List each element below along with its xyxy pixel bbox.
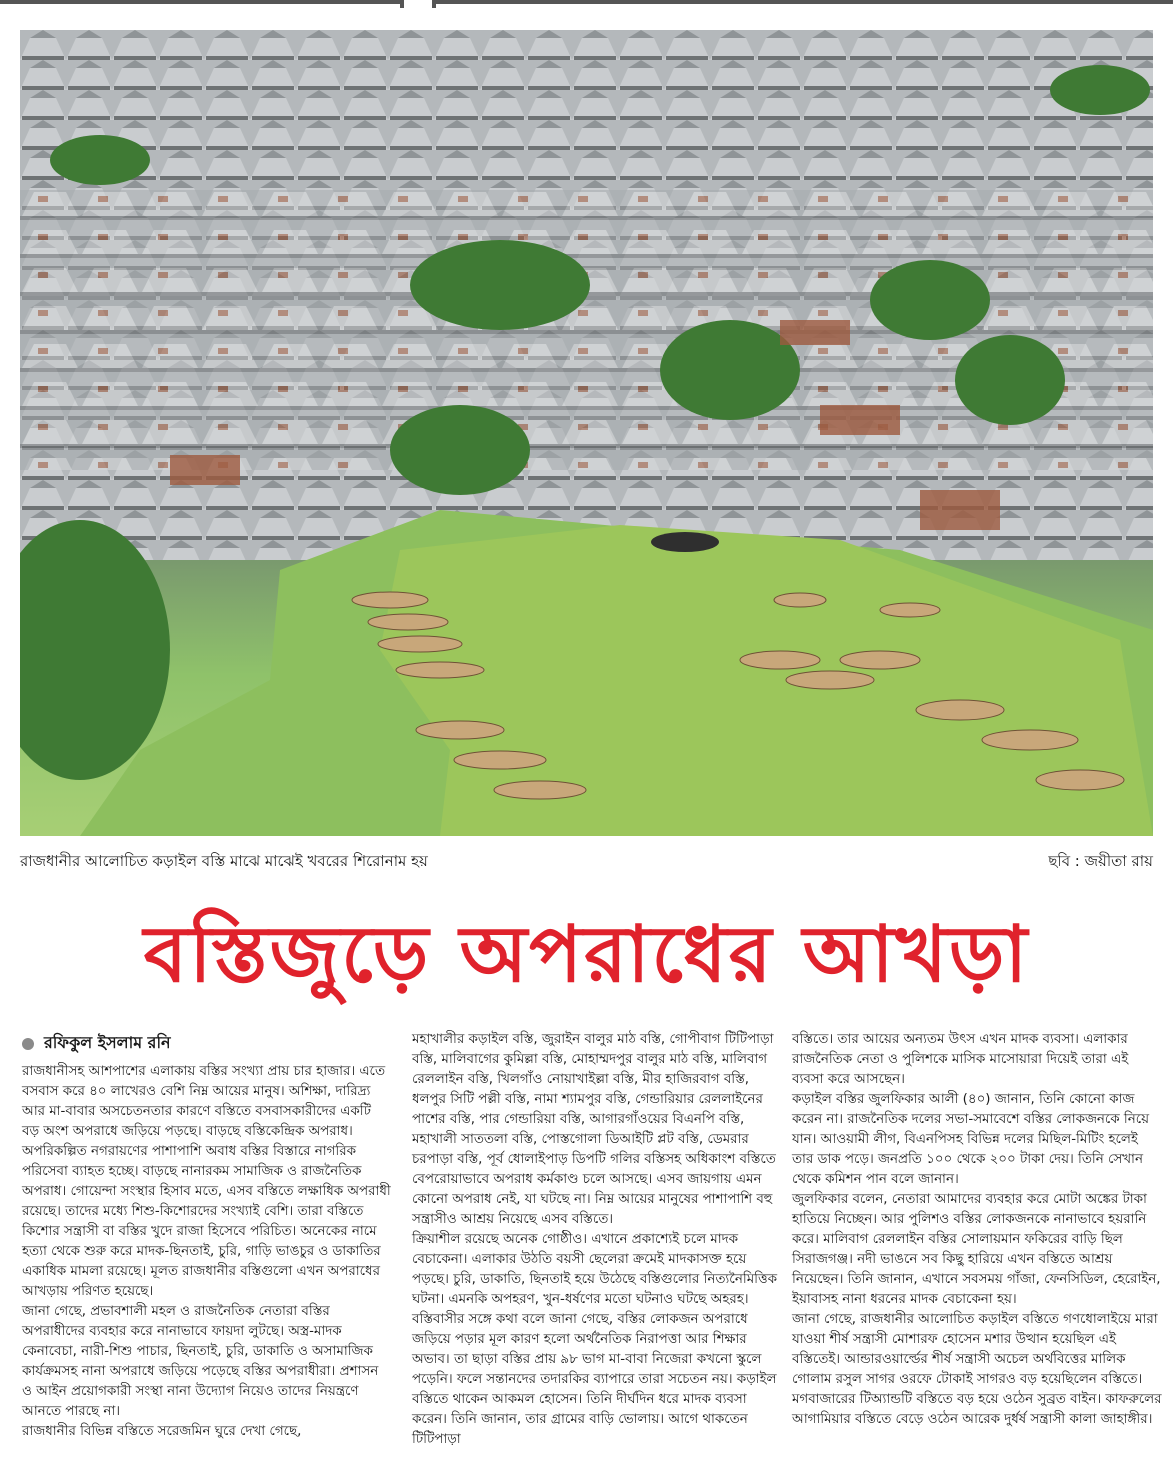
byline [22, 1030, 171, 1057]
photo-credit: ছবি : জয়ীতা রায় [1048, 852, 1153, 870]
photo-caption-row [20, 850, 1153, 872]
paragraph: ক্রিয়াশীল রয়েছে অনেক গোষ্ঠীও। এখানে প্রকাশ্যেই চলে মাদক বেচাকেনা। এলাকার উঠতি বয়সী ছেলেরা ক্রমেই মাদকাসক্ত হয়ে পড়ছে। চুরি, ডাকাতি, ছিনতাই হয়ে উঠেছে বস্তিগুলোর নিত্যনৈমিত্তিক ঘটনা। এমনকি অপহরণ, খুন-ধর্ষণের মতো ঘটনাও ঘটছে অহরহ। [412, 1232, 777, 1307]
paragraph: মহাখালীর কড়াইল বস্তি, জুরাইন বালুর মাঠ বস্তি, গোপীবাগ টিটিপাড়া বস্তি, মালিবাগের কুমিল্লা বস্তি, মোহাম্মদপুর বালুর মাঠ বস্তি, মালিবাগ রেললাইন বস্তি, খিলগাঁও নোয়াখাইল্লা বস্তি, মীর হাজিরবাগ বস্তি, ধলপুর সিটি পল্লী বস্তি, নামা শ্যামপুর বস্তি, গেন্ডারিয়ার রেললাইনের পাশের বস্তি, পার গেন্ডারিয়া বস্তি, আগারগাঁওয়ের বিএনপি বস্তি, মহাখালী সাততলা বস্তি, পোস্তগোলা ডিআইটি প্লট বস্তি, ডেমরার চরপাড়া বস্তি, পূর্ব ধোলাইপাড় ডিপটি গলির বস্তিসহ অধিকাংশ বস্তিতে বেপরোয়াভাবে অপরাধ কর্মকাণ্ড চলে আসছে। এসব জায়গায় এমন কোনো অপরাধ নেই, যা ঘটছে না। নিম্ন আয়ের মানুষের পাশাপাশি বহু সন্ত্রাসীও আশ্রয় নিয়েছে এসব বস্তিতে। [412, 1032, 776, 1227]
top-rule-tick-left [400, 0, 404, 8]
paragraph: বস্তিতে। তার আয়ের অন্যতম উৎস এখন মাদক ব্যবসা। এলাকার রাজনৈতিক নেতা ও পুলিশকে মাসিক মাসোয়ারা দিয়েই তারা এই ব্যবসা করে আসছেন। [792, 1032, 1129, 1087]
photo-illustration [20, 30, 1153, 836]
paragraph: জানা গেছে, রাজধানীর আলোচিত কড়াইল বস্তিতে গণধোলাইয়ে মারা যাওয়া শীর্ষ সন্ত্রাসী মোশারফ হোসেন মশার উত্থান হয়েছিল এই বস্তিতেই। আন্ডারওয়ার্ল্ডের শীর্ষ সন্ত্রাসী অচেল অর্থবিত্তের মালিক গোলাম রসুল সাগর ওরফে টোকাই সাগরও বড় হয়েছিলেন বস্তিতে। মগবাজারের টিঅ্যান্ডটি বস্তিতে বড় হয়ে ওঠেন সুব্রত বাইন। কাফরুলের আগামিয়ার বস্তিতে বেড়ে ওঠেন আরেক দুর্ধর্ষ সন্ত্রাসী কালা জাহাঙ্গীর। [792, 1312, 1162, 1427]
top-rule [0, 0, 1173, 8]
paragraph: কড়াইল বস্তির জুলফিকার আলী (৪০) জানান, তিনি কোনো কাজ করেন না। রাজনৈতিক দলের সভা-সমাবেশে বস্তির লোকজনকে নিয়ে যান। আওয়ামী লীগ, বিএনপিসহ বিভিন্ন দলের মিছিল-মিটিং হলেই তার ডাক পড়ে। জনপ্রতি ১০০ থেকে ২০০ টাকা দেয়। তিনি সেখান থেকে কমিশন পান বলে জানান। [792, 1092, 1150, 1187]
author-name: রফিকুল ইসলাম রনি [44, 1033, 171, 1052]
paragraph: বস্তিবাসীর সঙ্গে কথা বলে জানা গেছে, বস্তির লোকজন অপরাধে জড়িয়ে পড়ার মূল কারণ হলো অর্থনৈতিক নিরাপত্তা আর শিক্ষার অভাব। তা ছাড়া বস্তির প্রায় ৯৮ ভাগ মা-বাবা নিজেরা কখনো স্কুলে পড়েনি। ফলে সন্তানদের তদারকির ব্যাপারে তারা সচেতন নয়। কড়াইল বস্তিতে থাকেন আকমল হোসেন। তিনি দীর্ঘদিন ধরে মাদক ব্যবসা করেন। তিনি জানান, তার গ্রামের বাড়ি ভোলায়। আগে থাকতেন টিটিপাড়া [412, 1312, 777, 1447]
article-column-2 [412, 1030, 782, 1450]
article-headline: বস্তিজুড়ে অপরাধের আখড়া [143, 909, 1030, 1000]
top-rule-left [0, 0, 404, 4]
bullet-icon [22, 1038, 34, 1050]
article-column-3 [792, 1030, 1162, 1430]
paragraph: জুলফিকার বলেন, নেতারা আমাদের ব্যবহার করে মোটা অঙ্কের টাকা হাতিয়ে নিচ্ছেন। আর পুলিশও বস্তির লোকজনকে নানাভাবে হয়রানি করে। মালিবাগ রেললাইন বস্তির সোলায়মান ফকিরের বাড়ি ছিল সিরাজগঞ্জ। নদী ভাঙনে সব কিছু হারিয়ে এখন বস্তিতে আশ্রয় নিয়েছেন। তিনি জানান, এখানে সবসময় গাঁজা, ফেনসিডিল, হেরোইন, ইয়াবাসহ নানা ধরনের মাদক বেচাকেনা হয়। [792, 1192, 1161, 1307]
article-column-1 [22, 1062, 392, 1442]
paragraph: রাজধানীসহ আশপাশের এলাকায় বস্তির সংখ্যা প্রায় চার হাজার। এতে বসবাস করে ৪০ লাখেরও বেশি নিম্ন আয়ের মানুষ। অশিক্ষা, দারিদ্র্য আর মা-বাবার অসচেতনতার কারণে বস্তিতে বসবাসকারীদের একটি বড় অংশ অপরাধে জড়িয়ে পড়ছে। বাড়ছে বস্তিকেন্দ্রিক অপরাধ। অপরিকল্পিত নগরায়ণের পাশাপাশি অবাধ বস্তির বিস্তারে নাগরিক পরিসেবা ব্যাহত হচ্ছে। বাড়ছে নানারকম সামাজিক ও রাজনৈতিক অপরাধ। গোয়েন্দা সংস্থার হিসাব মতে, এসব বস্তিতে লক্ষাধিক অপরাধী রয়েছে। তাদের মধ্যে শিশু-কিশোরদের সংখ্যাই বেশি। তারা বস্তিতে কিশোর সন্ত্রাসী বা বস্তির খুদে রাজা হিসেবে পরিচিত। অনেকের নামে হত্যা থেকে শুরু করে মাদক-ছিনতাই, চুরি, গাড়ি ভাঙচুর ও ডাকাতির একাধিক মামলা রয়েছে। মূলত রাজধানীর বস্তিগুলো এখন অপরাধের আখড়ায় পরিণত হয়েছে। [22, 1064, 391, 1299]
paragraph: রাজধানীর বিভিন্ন বস্তিতে সরেজমিন ঘুরে দেখা গেছে, [22, 1424, 302, 1439]
paragraph: জানা গেছে, প্রভাবশালী মহল ও রাজনৈতিক নেতারা বস্তির অপরাধীদের ব্যবহার করে নানাভাবে ফায়দা লুটছে। অস্ত্র-মাদক কেনাবেচা, নারী-শিশু পাচার, ছিনতাই, চুরি, ডাকাতি ও অসামাজিক কার্যক্রমসহ নানা অপরাধে জড়িয়ে পড়েছে বস্তির অপরাধীরা। প্রশাসন ও আইন প্রয়োগকারী সংস্থা নানা উদ্যোগ নিয়েও তাদের নিয়ন্ত্রণে আনতে পারছে না। [22, 1304, 379, 1419]
slum-aerial-photo [20, 30, 1153, 836]
top-rule-right [432, 0, 1173, 4]
photo-caption: রাজধানীর আলোচিত কড়াইল বস্তি মাঝে মাঝেই খবরের শিরোনাম হয় [20, 852, 428, 870]
